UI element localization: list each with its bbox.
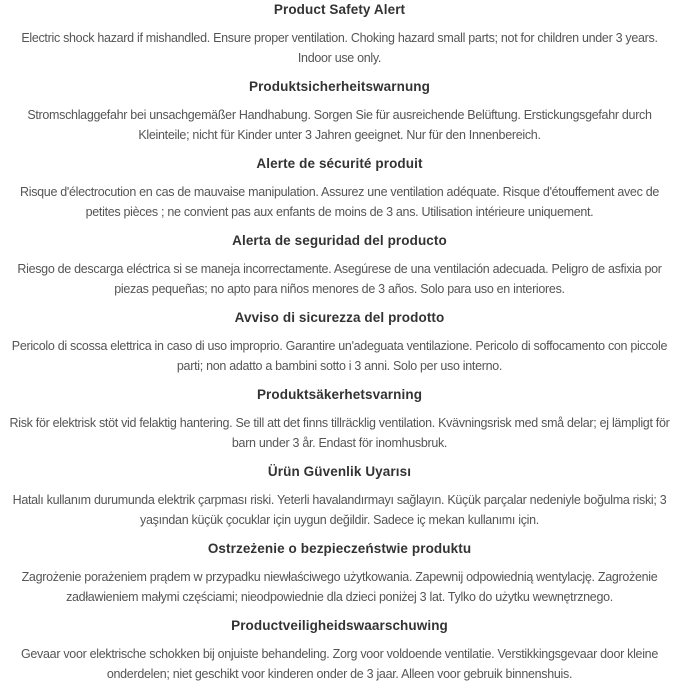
safety-notice-text: Zagrożenie porażeniem prądem w przypadku niewłaściwego użytkowania. Zapewnij odpowiednią wentylację. Zagrożenie zadławieniem małymi częściami; nieodpowiednie dla dzieci poniżej 3 lat. Tylko do użytku wewnętrznego. xyxy=(21,570,658,604)
safety-notice-section xyxy=(3,618,676,684)
safety-notice-text: Pericolo di scossa elettrica in caso di uso improprio. Garantire un'adeguata ventilazione. Pericolo di soffocamento con piccole parti; non adatto a bambini sotto i 3 anni. Solo per uso interno. xyxy=(11,339,668,373)
safety-notice-heading: Avviso di sicurezza del prodotto xyxy=(234,310,445,325)
safety-notice-section xyxy=(3,79,676,145)
safety-notice-heading: Productveiligheidswaarschuwing xyxy=(231,618,448,633)
safety-notice-section xyxy=(3,541,676,607)
safety-notice-section xyxy=(3,156,676,222)
safety-notice-heading: Alerte de sécurité produit xyxy=(256,156,423,171)
safety-notice-text: Hatalı kullanım durumunda elektrik çarpması riski. Yeterli havalandırmayı sağlayın. Küçük parçalar nedeniyle boğulma riski; 3 yaşından küçük çocuklar için uygun değildir. Sadece iç mekan kullanımı için. xyxy=(12,493,667,527)
safety-notice-section xyxy=(3,2,676,68)
safety-notice-heading: Ostrzeżenie o bezpieczeństwie produktu xyxy=(207,541,472,556)
safety-notice-text: Risque d'électrocution en cas de mauvaise manipulation. Assurez une ventilation adéquate. Risque d'étouffement avec de petites pièces ; ne convient pas aux enfants de moins de 3 ans. Utilisation intérieure uniquement. xyxy=(19,185,659,219)
safety-notice-section xyxy=(3,233,676,299)
safety-notice-text: Stromschlaggefahr bei unsachgemäßer Handhabung. Sorgen Sie für ausreichende Belüftung. Erstickungsgefahr durch Kleinteile; nicht für Kinder unter 3 Jahren geeignet. Nur für den Innenbereich. xyxy=(27,108,652,142)
safety-notice-section xyxy=(3,387,676,453)
safety-notice-section xyxy=(3,464,676,530)
safety-notice-heading: Produktsäkerhetsvarning xyxy=(256,387,423,402)
safety-notice-heading: Alerta de seguridad del producto xyxy=(232,233,447,248)
safety-notice-section xyxy=(3,310,676,376)
safety-notice-heading: Ürün Güvenlik Uyarısı xyxy=(267,464,412,479)
safety-notice-text: Gevaar voor elektrische schokken bij onjuiste behandeling. Zorg voor voldoende ventilatie. Verstikkingsgevaar door kleine onderdelen; niet geschikt voor kinderen onder de 3 jaar. Alleen voor gebruik binnenshuis. xyxy=(20,647,658,681)
safety-notice-heading: Product Safety Alert xyxy=(273,2,406,17)
safety-notice-text: Riesgo de descarga eléctrica si se maneja incorrectamente. Asegúrese de una ventilación adecuada. Peligro de asfixia por piezas pequeñas; no apto para niños menores de 3 años. Solo para uso en interiores. xyxy=(17,262,662,296)
safety-notice-text: Electric shock hazard if mishandled. Ensure proper ventilation. Choking hazard small parts; not for children under 3 years. Indoor use only. xyxy=(21,31,658,65)
safety-notice-text: Risk för elektrisk stöt vid felaktig hantering. Se till att det finns tillräcklig ventilation. Kvävningsrisk med små delar; ej lämpligt för barn under 3 år. Endast för inomhusbruk. xyxy=(9,416,670,450)
safety-notice-heading: Produktsicherheitswarnung xyxy=(248,79,431,94)
